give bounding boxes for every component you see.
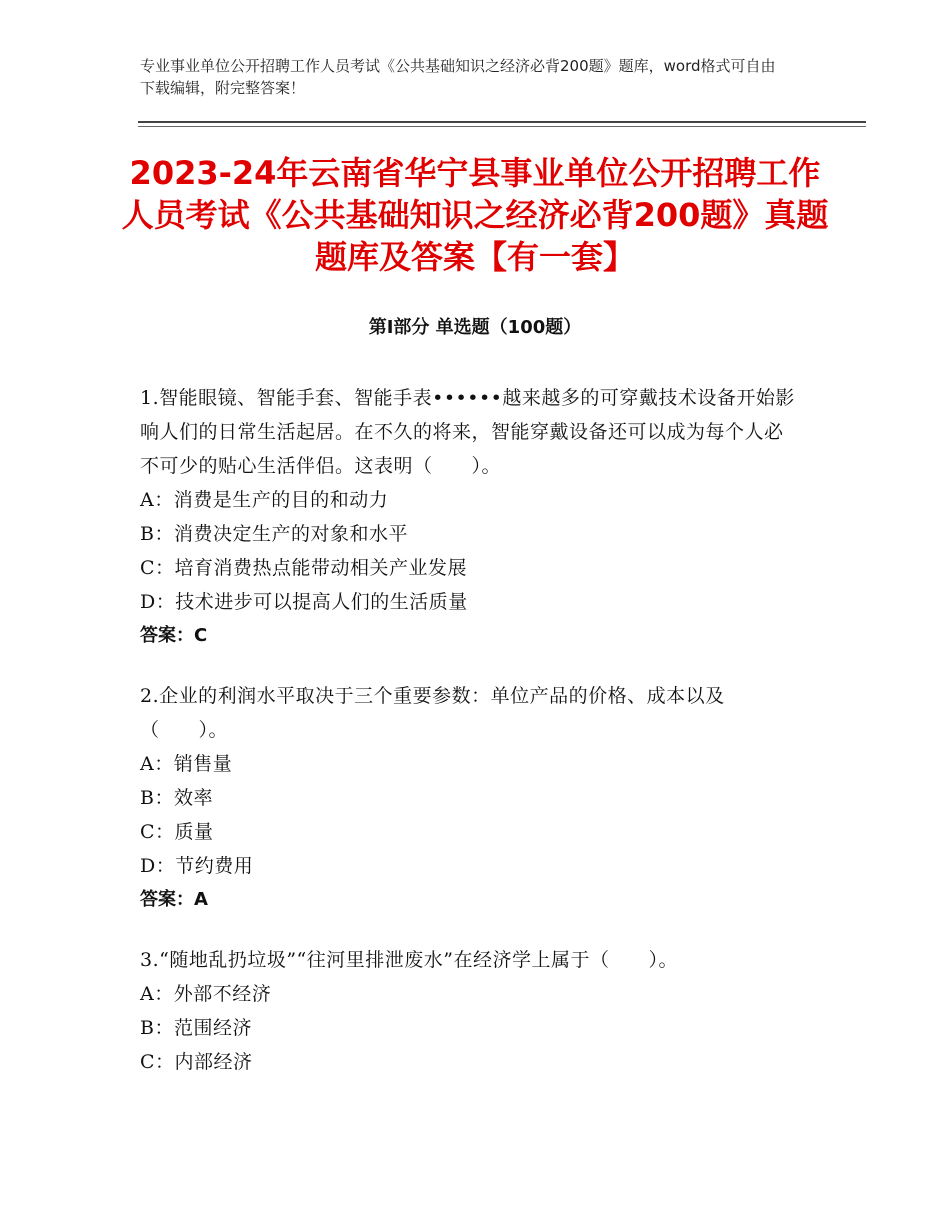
header-note: 专业事业单位公开招聘工作人员考试《公共基础知识之经济必背200题》题库，word格式可自由下载编辑，附完整答案！: [140, 57, 776, 97]
header-divider-thin: [138, 126, 866, 127]
option-b: B：效率: [140, 787, 213, 809]
section-heading: 第Ⅰ部分 单选题（100题）: [368, 317, 582, 338]
option-b: B：范围经济: [140, 1017, 252, 1039]
option-c: C：质量: [140, 821, 214, 843]
question-item: [140, 381, 800, 653]
question-stem: 3.“随地乱扔垃圾”“往河里排泄废水”在经济学上属于（ ）。: [140, 949, 678, 971]
option-a: A：外部不经济: [140, 983, 272, 1005]
question-stem: 2.企业的利润水平取决于三个重要参数：单位产品的价格、成本以及（ ）。: [140, 685, 725, 741]
question-stem: 1.智能眼镜、智能手套、智能手表••••••越来越多的可穿戴技术设备开始影响人们的日常生活起居。在不久的将来，智能穿戴设备还可以成为每个人必不可少的贴心生活伴侣。这表明（ ）。: [140, 387, 795, 477]
option-b: B：消费决定生产的对象和水平: [140, 523, 408, 545]
answer-label: 答案：A: [140, 889, 208, 910]
question-item: [140, 679, 800, 917]
option-a: A：销售量: [140, 753, 233, 775]
option-c: C：培育消费热点能带动相关产业发展: [140, 557, 468, 579]
option-d: D：技术进步可以提高人们的生活质量: [140, 591, 468, 613]
option-d: D：节约费用: [140, 855, 254, 877]
option-c: C：内部经济: [140, 1051, 253, 1073]
question-list: [140, 381, 800, 1105]
question-item: [140, 943, 800, 1079]
document-title: 2023-24年云南省华宁县事业单位公开招聘工作人员考试《公共基础知识之经济必背200题》真题题库及答案【有一套】: [121, 154, 829, 276]
option-a: A：消费是生产的目的和动力: [140, 489, 389, 511]
answer-label: 答案：C: [140, 625, 208, 646]
header-divider: [138, 121, 866, 123]
